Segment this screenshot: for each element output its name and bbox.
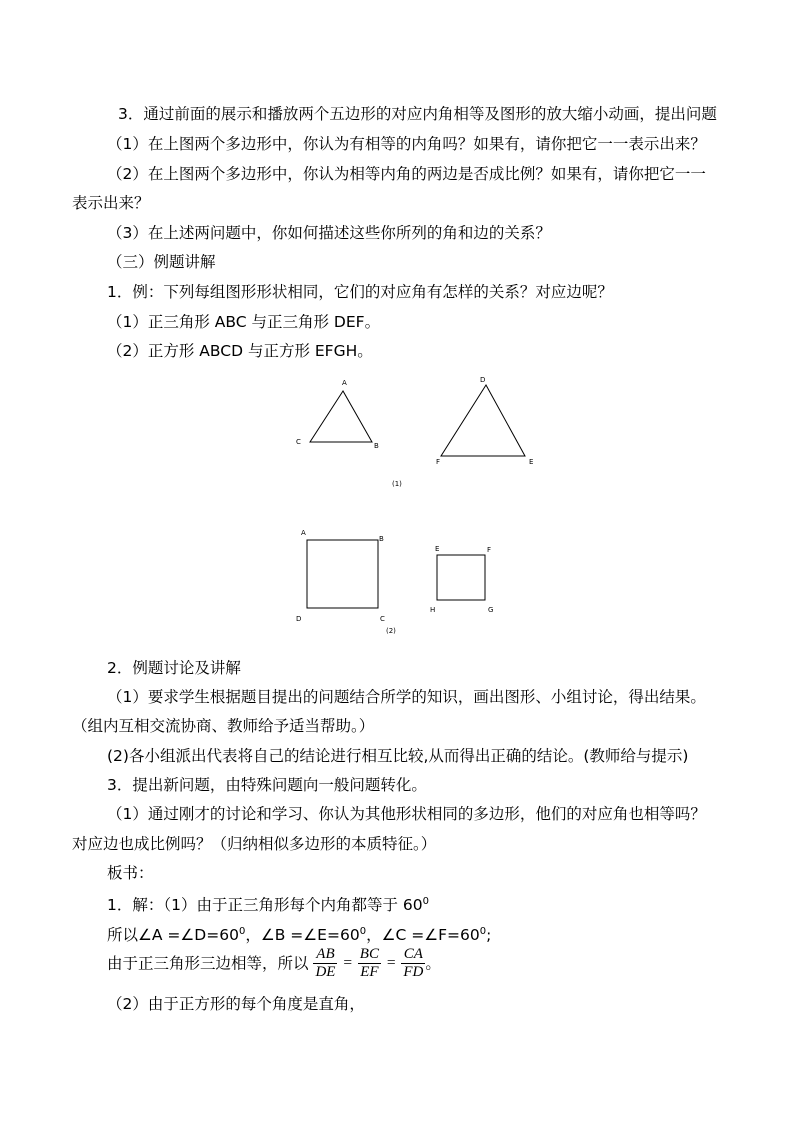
paragraph-example: 1．例：下列每组图形形状相同，它们的对应角有怎样的关系？对应边呢？ [107,283,613,301]
label-B: B [374,442,379,450]
degree-superscript: 0 [238,926,246,937]
degree-superscript: 0 [479,926,487,937]
angle-c-f: ，∠C =∠F=60 [366,926,480,945]
angle-b-e: ，∠B =∠E=60 [245,926,360,945]
label-H: H [430,606,436,614]
label-A: A [342,379,347,387]
label-C: C [296,438,301,446]
paragraph-question-2b: 表示出来？ [72,194,150,212]
triangle-abc [310,391,372,442]
solution-line-1 [107,892,429,915]
paragraph-discussion: 2．例题讨论及讲解 [107,659,241,677]
solution-text: 1．解：（1）由于正三角形每个内角都等于 60 [107,896,423,915]
semicolon: ; [486,926,492,945]
triangle-def [441,385,525,456]
fraction-bc-ef: $\frac{BC}{EF}$ [359,946,379,980]
fraction-ab-de: $\frac{AB}{DE}$ [315,946,336,980]
label-A: A [301,529,306,537]
paragraph-new-question-1a: （1）通过刚才的讨论和学习、你认为其他形状相同的多边形，他们的对应角也相等吗？ [107,805,706,823]
label-G: G [488,606,494,614]
paragraph-discussion-1b: （组内互相交流协商、教师给予适当帮助。） [72,717,375,735]
paragraph-question-3: （3）在上述两问题中，你如何描述这些你所列的角和边的关系？ [107,224,551,242]
solution-line-3 [107,945,441,982]
board-title: 板书： [107,864,154,882]
label-D: D [480,376,486,384]
paragraph-example-1: （1）正三角形 ABC 与正三角形 DEF。 [107,313,381,331]
paragraph-example-2: （2）正方形 ABCD 与正方形 EFGH。 [107,342,373,360]
paragraph-question-2a: （2）在上图两个多边形中，你认为相等内角的两边是否成比例？如果有，请你把它一一 [107,165,706,183]
square-abcd [307,540,378,608]
label-D: D [296,615,302,623]
label-E: E [529,458,534,466]
paragraph-question-1: （1）在上图两个多边形中，你认为有相等的内角吗？如果有，请你把它一一表示出来？ [107,135,706,153]
ratio-intro: 由于正三角形三边相等，所以 [107,954,309,973]
figure-caption-2: (2) [386,627,396,635]
label-C: C [380,615,385,623]
solution-line-2 [107,922,491,945]
fraction-ca-fd: $\frac{CA}{FD}$ [403,946,424,980]
figure-triangles [290,372,550,490]
paragraph-discussion-1a: （1）要求学生根据题目提出的问题结合所学的知识，画出图形、小组讨论，得出结果。 [107,688,706,706]
degree-superscript: 0 [359,926,367,937]
paragraph-new-question: 3．提出新问题，由特殊问题向一般问题转化。 [107,776,427,794]
section-heading-examples: （三）例题讲解 [107,253,216,271]
paragraph-question-intro: 3．通过前面的展示和播放两个五边形的对应内角相等及图形的放大缩小动画，提出问题 [118,105,717,123]
angle-a-d: 所以∠A =∠D=60 [107,926,239,945]
label-E: E [435,545,440,553]
square-efgh [437,555,485,600]
equals-sign: = [342,954,353,972]
period: 。 [425,954,441,973]
solution-line-4: （2）由于正方形的每个角度是直角， [107,995,365,1013]
paragraph-discussion-2: (2)各小组派出代表将自己的结论进行相互比较,从而得出正确的结论。(教师给与提示) [107,747,689,765]
degree-superscript: 0 [422,896,429,907]
paragraph-new-question-1b: 对应边也成比例吗？（归纳相似多边形的本质特征。） [72,835,437,853]
figure-squares [290,525,510,640]
label-F: F [487,546,492,554]
label-F: F [436,458,441,466]
equals-sign: = [385,954,397,972]
figure-caption-1: (1) [392,480,402,488]
label-B: B [379,535,384,543]
